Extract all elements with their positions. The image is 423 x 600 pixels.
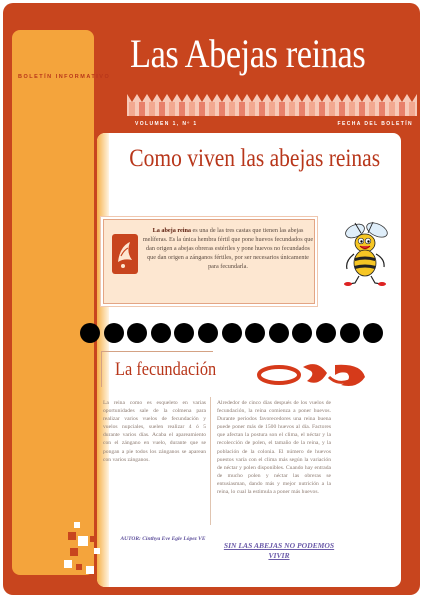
zigzag-bar — [329, 102, 335, 116]
zigzag-bar — [349, 102, 355, 116]
dot — [127, 323, 147, 343]
zigzag-bar — [299, 102, 305, 116]
date-label: FECHA DEL BOLETÍN — [337, 121, 413, 127]
zigzag-bar — [379, 102, 385, 116]
dot — [222, 323, 242, 343]
zigzag-bar — [289, 102, 295, 116]
intro-text — [142, 226, 314, 271]
zigzag-bar — [239, 102, 245, 116]
zigzag-bar — [209, 102, 215, 116]
main-title: Como viven las abejas reinas — [129, 145, 381, 172]
zigzag-bar — [189, 102, 195, 116]
zigzag-bar — [409, 102, 415, 116]
bee-sketch-icon — [112, 234, 138, 274]
zigzag-bar — [199, 102, 205, 116]
dot — [80, 323, 100, 343]
zigzag-band — [127, 94, 417, 116]
zigzag-bar — [369, 102, 375, 116]
dot — [269, 323, 289, 343]
zigzag-bar — [309, 102, 315, 116]
zigzag-bar — [249, 102, 255, 116]
content-panel — [97, 133, 401, 587]
dot — [363, 323, 383, 343]
dot — [340, 323, 360, 343]
zigzag-bar — [339, 102, 345, 116]
pixel-ornament-icon — [60, 522, 106, 576]
dot — [198, 323, 218, 343]
zigzag-bar — [149, 102, 155, 116]
intro-lead: La abeja reina — [152, 227, 191, 234]
dot — [174, 323, 194, 343]
zigzag-bar — [129, 102, 135, 116]
zigzag-bar — [219, 102, 225, 116]
bee-cartoon-icon — [337, 221, 393, 287]
zigzag-bar — [359, 102, 365, 116]
zigzag-bar — [139, 102, 145, 116]
zigzag-bar — [229, 102, 235, 116]
zigzag-bar — [269, 102, 275, 116]
zigzag-bar — [279, 102, 285, 116]
zigzag-bar — [399, 102, 405, 116]
zigzag-bar — [159, 102, 165, 116]
dots-divider — [80, 323, 410, 345]
section-title: La fecundación — [115, 359, 217, 380]
side-strip — [12, 30, 94, 575]
dot — [104, 323, 124, 343]
intro-body: es una de las tres castas que tienen las abejas melíferas. Es la única hembra fértil que pone huevos fecundados que dan origen a abejas obreras estériles y pone huevos no fecundados que dan origen a zánganos fértiles, por ser necesarios únicamente para fecundarla. — [142, 227, 314, 271]
dot — [245, 323, 265, 343]
dot — [151, 323, 171, 343]
intro-box — [103, 219, 315, 304]
dot — [316, 323, 336, 343]
body-column-2: Alrededor de cinco días después de los vuelos de fecundación, la reina comienza a poner huevos. Durante periodos favorecedores una reina buena puede poner más de 1500 huevos al día. Factores que afectan la postura son el clima, el néctar y la recolección de polen, el tamaño de la reina, y la población de la colonia. El número de huevos puestos varía con el clima más según la variación de néctar y polen disponibles. Cuando hay entrada de mucho polen y néctar las obreras se entusiasman, dando más y mejor nutrición a la reina, lo cual la estimula a poner más huevos. — [217, 400, 331, 496]
zigzag-bar — [389, 102, 395, 116]
author-credit: AUTOR: Cinthya Eve Egle López VE — [120, 536, 206, 542]
body-column-1: La reina como es esqueleto en varias oportunidades sale de la colmena para realizar varios vuelos de fecundación y vuelos nupciales, suelen realizar 4 ó 5 durante varios días. Acaba el apareamiento con el zángano en vuelo, durante que se pongan a pie todos los zánganos se aparean con varios zánganos. — [103, 400, 206, 463]
zigzag-bar — [169, 102, 175, 116]
dot — [292, 323, 312, 343]
zigzag-bar — [319, 102, 325, 116]
footer-link[interactable]: SIN LAS ABEJAS NO PODEMOS VIVIR — [223, 541, 335, 560]
column-divider — [210, 397, 211, 525]
zigzag-bar — [259, 102, 265, 116]
volume-label: VOLUMEN 1, Nº 1 — [135, 121, 198, 127]
zigzag-bar — [179, 102, 185, 116]
bulletin-tag: BOLETÍN INFORMATIVO — [18, 74, 111, 80]
newsletter-title: Las Abejas reinas — [130, 31, 366, 76]
swirl-ornament-icon — [257, 357, 369, 393]
